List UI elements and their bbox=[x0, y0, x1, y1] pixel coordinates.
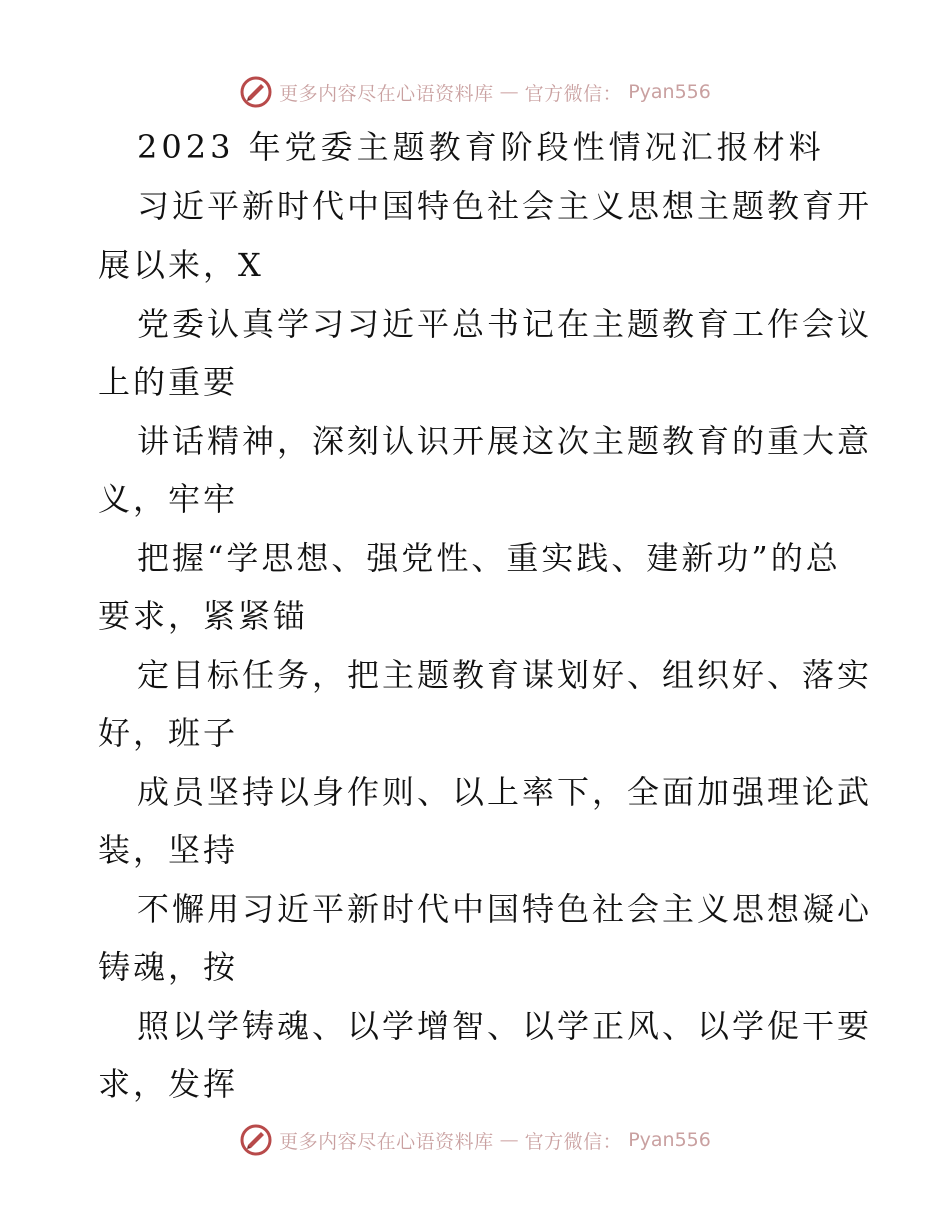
watermark-wechat-label: 官方微信： bbox=[524, 82, 623, 105]
paragraph-line: 习近平新时代中国特色社会主义思想主题教育开 bbox=[137, 187, 873, 225]
watermark-account: Pyan556 bbox=[628, 1129, 711, 1151]
paragraph-line: 把握“学思想、强党性、重实践、建新功”的总 bbox=[137, 539, 841, 577]
logo-icon bbox=[239, 1123, 273, 1157]
header-watermark bbox=[0, 72, 950, 112]
watermark-wechat-label: 官方微信： bbox=[524, 1130, 623, 1153]
paragraph-line: 成员坚持以身作则、以上率下，全面加强理论武 bbox=[137, 773, 873, 811]
paragraph-line: 要求，紧紧锚 bbox=[98, 597, 309, 635]
paragraph-line: 好，班子 bbox=[98, 714, 239, 752]
paragraph-line: 讲话精神，深刻认识开展这次主题教育的重大意 bbox=[137, 422, 873, 460]
watermark-text: 更多内容尽在心语资料库 bbox=[279, 1130, 494, 1153]
logo-icon bbox=[239, 75, 273, 109]
paragraph-line: 上的重要 bbox=[98, 363, 239, 401]
watermark-separator: — bbox=[499, 81, 519, 103]
paragraph-line: 党委认真学习习近平总书记在主题教育工作会议 bbox=[137, 305, 873, 343]
footer-watermark bbox=[0, 1120, 950, 1160]
paragraph-line: 不懈用习近平新时代中国特色社会主义思想凝心 bbox=[137, 890, 873, 928]
watermark-text: 更多内容尽在心语资料库 bbox=[279, 82, 494, 105]
watermark-account: Pyan556 bbox=[628, 81, 711, 103]
paragraph-line: 展以来，X bbox=[98, 246, 264, 284]
paragraph-line: 求，发挥 bbox=[98, 1065, 239, 1103]
paragraph-line: 定目标任务，把主题教育谋划好、组织好、落实 bbox=[137, 656, 873, 694]
paragraph-line: 装，坚持 bbox=[98, 831, 239, 869]
paragraph-line: 照以学铸魂、以学增智、以学正风、以学促干要 bbox=[137, 1007, 873, 1045]
watermark-separator: — bbox=[499, 1129, 519, 1151]
document-title: 2023 年党委主题教育阶段性情况汇报材料 bbox=[137, 128, 825, 166]
paragraph-line: 义，牢牢 bbox=[98, 480, 239, 518]
paragraph-line: 铸魂，按 bbox=[98, 948, 239, 986]
